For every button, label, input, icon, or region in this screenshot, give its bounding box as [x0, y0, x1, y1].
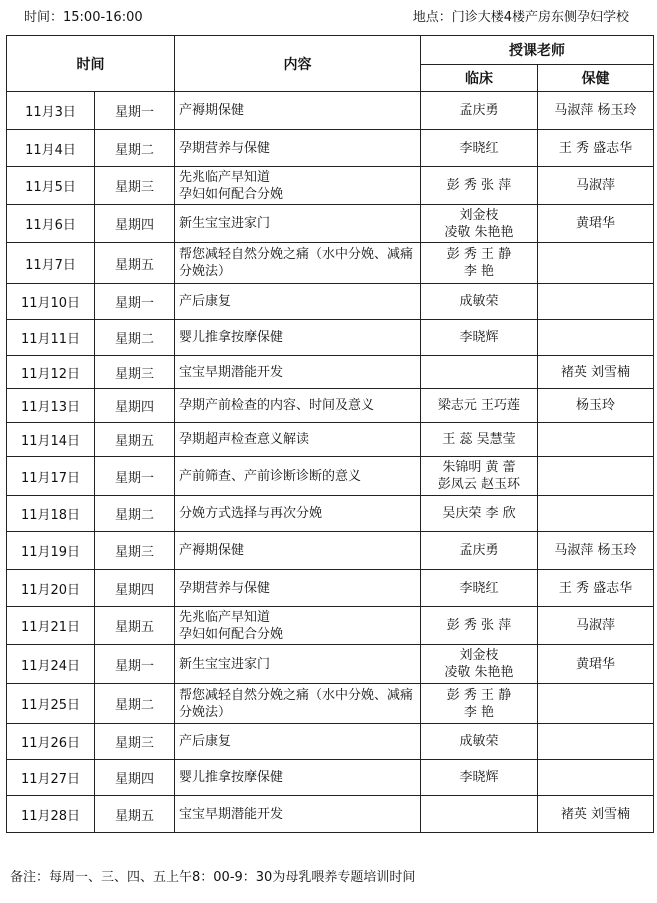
weekday-cell: 星期一	[95, 457, 175, 496]
clinical-teacher-cell: 彭 秀 王 静 李 艳	[421, 684, 538, 724]
table-row	[7, 570, 654, 607]
health-teacher-cell	[538, 284, 654, 320]
date-cell: 11月19日	[7, 532, 95, 570]
clinical-teacher-cell: 彭 秀 张 萍	[421, 167, 538, 205]
health-teacher-cell: 黄珺华	[538, 645, 654, 684]
clinical-teacher-cell: 孟庆勇	[421, 92, 538, 130]
health-teacher-cell: 褚英 刘雪楠	[538, 356, 654, 389]
date-cell: 11月14日	[7, 423, 95, 457]
footnote: 备注：每周一、三、四、五上午8：00-9：30为母乳喂养专题培训时间	[10, 870, 416, 885]
clinical-teacher-cell: 李晓辉	[421, 760, 538, 796]
date-cell: 11月28日	[7, 796, 95, 833]
location-label: 地点：门诊大楼4楼产房东侧孕妇学校	[412, 10, 629, 25]
content-cell: 产前筛查、产前诊断诊断的意义	[175, 457, 421, 496]
content-cell: 宝宝早期潜能开发	[175, 796, 421, 833]
health-teacher-cell	[538, 760, 654, 796]
health-teacher-cell: 褚英 刘雪楠	[538, 796, 654, 833]
health-teacher-cell	[538, 684, 654, 724]
table-row	[7, 684, 654, 724]
content-cell: 产后康复	[175, 724, 421, 760]
health-teacher-cell	[538, 496, 654, 532]
date-cell: 11月13日	[7, 389, 95, 423]
content-cell: 产褥期保健	[175, 532, 421, 570]
header-clinical: 临床	[421, 65, 538, 92]
health-teacher-cell: 马淑萍	[538, 607, 654, 645]
table-row	[7, 389, 654, 423]
weekday-cell: 星期一	[95, 284, 175, 320]
content-cell: 新生宝宝进家门	[175, 645, 421, 684]
weekday-cell: 星期二	[95, 684, 175, 724]
weekday-cell: 星期四	[95, 760, 175, 796]
date-cell: 11月10日	[7, 284, 95, 320]
weekday-cell: 星期一	[95, 645, 175, 684]
date-cell: 11月21日	[7, 607, 95, 645]
weekday-cell: 星期三	[95, 167, 175, 205]
weekday-cell: 星期二	[95, 496, 175, 532]
table-row	[7, 607, 654, 645]
content-cell: 帮您减轻自然分娩之痛（水中分娩、减痛分娩法）	[175, 243, 421, 284]
content-cell: 宝宝早期潜能开发	[175, 356, 421, 389]
table-row	[7, 496, 654, 532]
content-cell: 孕期超声检查意义解读	[175, 423, 421, 457]
table-row	[7, 760, 654, 796]
clinical-teacher-cell: 刘金枝 凌敬 朱艳艳	[421, 645, 538, 684]
date-cell: 11月3日	[7, 92, 95, 130]
clinical-teacher-cell: 李晓辉	[421, 320, 538, 356]
date-cell: 11月20日	[7, 570, 95, 607]
table-row	[7, 284, 654, 320]
schedule-table	[6, 35, 654, 833]
table-row	[7, 645, 654, 684]
weekday-cell: 星期一	[95, 92, 175, 130]
health-teacher-cell	[538, 724, 654, 760]
date-cell: 11月7日	[7, 243, 95, 284]
date-cell: 11月4日	[7, 130, 95, 167]
weekday-cell: 星期五	[95, 607, 175, 645]
health-teacher-cell: 王 秀 盛志华	[538, 130, 654, 167]
weekday-cell: 星期三	[95, 356, 175, 389]
table-body	[7, 92, 654, 833]
table-row	[7, 92, 654, 130]
weekday-cell: 星期二	[95, 320, 175, 356]
table-row	[7, 423, 654, 457]
date-cell: 11月24日	[7, 645, 95, 684]
content-cell: 孕期产前检查的内容、时间及意义	[175, 389, 421, 423]
date-cell: 11月12日	[7, 356, 95, 389]
weekday-cell: 星期五	[95, 243, 175, 284]
clinical-teacher-cell: 王 蕊 吴慧莹	[421, 423, 538, 457]
health-teacher-cell	[538, 457, 654, 496]
clinical-teacher-cell: 刘金枝 凌敬 朱艳艳	[421, 205, 538, 243]
content-cell: 新生宝宝进家门	[175, 205, 421, 243]
weekday-cell: 星期五	[95, 796, 175, 833]
content-cell: 先兆临产早知道 孕妇如何配合分娩	[175, 607, 421, 645]
header-content: 内容	[175, 36, 421, 92]
content-cell: 帮您减轻自然分娩之痛（水中分娩、减痛分娩法）	[175, 684, 421, 724]
header-teacher: 授课老师	[421, 36, 654, 65]
content-cell: 分娩方式选择与再次分娩	[175, 496, 421, 532]
date-cell: 11月17日	[7, 457, 95, 496]
header-line	[8, 8, 649, 28]
content-cell: 孕期营养与保健	[175, 130, 421, 167]
clinical-teacher-cell: 彭 秀 王 静 李 艳	[421, 243, 538, 284]
health-teacher-cell	[538, 243, 654, 284]
date-cell: 11月11日	[7, 320, 95, 356]
weekday-cell: 星期二	[95, 130, 175, 167]
clinical-teacher-cell: 李晓红	[421, 130, 538, 167]
health-teacher-cell	[538, 320, 654, 356]
content-cell: 产褥期保健	[175, 92, 421, 130]
time-label: 时间：15:00-16:00	[24, 10, 143, 25]
clinical-teacher-cell: 李晓红	[421, 570, 538, 607]
table-row	[7, 457, 654, 496]
table-row	[7, 796, 654, 833]
table-row	[7, 532, 654, 570]
clinical-teacher-cell: 成敏荣	[421, 284, 538, 320]
header-health: 保健	[538, 65, 654, 92]
content-cell: 产后康复	[175, 284, 421, 320]
health-teacher-cell: 黄珺华	[538, 205, 654, 243]
date-cell: 11月6日	[7, 205, 95, 243]
content-cell: 孕期营养与保健	[175, 570, 421, 607]
health-teacher-cell: 马淑萍 杨玉玲	[538, 532, 654, 570]
weekday-cell: 星期四	[95, 389, 175, 423]
health-teacher-cell: 马淑萍 杨玉玲	[538, 92, 654, 130]
clinical-teacher-cell: 朱锦明 黄 蕾 彭凤云 赵玉环	[421, 457, 538, 496]
clinical-teacher-cell: 彭 秀 张 萍	[421, 607, 538, 645]
date-cell: 11月26日	[7, 724, 95, 760]
date-cell: 11月18日	[7, 496, 95, 532]
table-row	[7, 356, 654, 389]
weekday-cell: 星期三	[95, 724, 175, 760]
date-cell: 11月25日	[7, 684, 95, 724]
table-row	[7, 243, 654, 284]
date-cell: 11月5日	[7, 167, 95, 205]
content-cell: 婴儿推拿按摩保健	[175, 320, 421, 356]
health-teacher-cell: 杨玉玲	[538, 389, 654, 423]
date-cell: 11月27日	[7, 760, 95, 796]
weekday-cell: 星期五	[95, 423, 175, 457]
clinical-teacher-cell: 成敏荣	[421, 724, 538, 760]
health-teacher-cell	[538, 423, 654, 457]
health-teacher-cell: 王 秀 盛志华	[538, 570, 654, 607]
table-row	[7, 205, 654, 243]
weekday-cell: 星期四	[95, 205, 175, 243]
weekday-cell: 星期四	[95, 570, 175, 607]
clinical-teacher-cell	[421, 356, 538, 389]
content-cell: 婴儿推拿按摩保健	[175, 760, 421, 796]
clinical-teacher-cell: 梁志元 王巧莲	[421, 389, 538, 423]
clinical-teacher-cell: 孟庆勇	[421, 532, 538, 570]
health-teacher-cell: 马淑萍	[538, 167, 654, 205]
table-row	[7, 130, 654, 167]
weekday-cell: 星期三	[95, 532, 175, 570]
clinical-teacher-cell: 吴庆荣 李 欣	[421, 496, 538, 532]
content-cell: 先兆临产早知道 孕妇如何配合分娩	[175, 167, 421, 205]
table-row	[7, 167, 654, 205]
table-row	[7, 724, 654, 760]
clinical-teacher-cell	[421, 796, 538, 833]
table-row	[7, 320, 654, 356]
header-time: 时间	[7, 36, 175, 92]
